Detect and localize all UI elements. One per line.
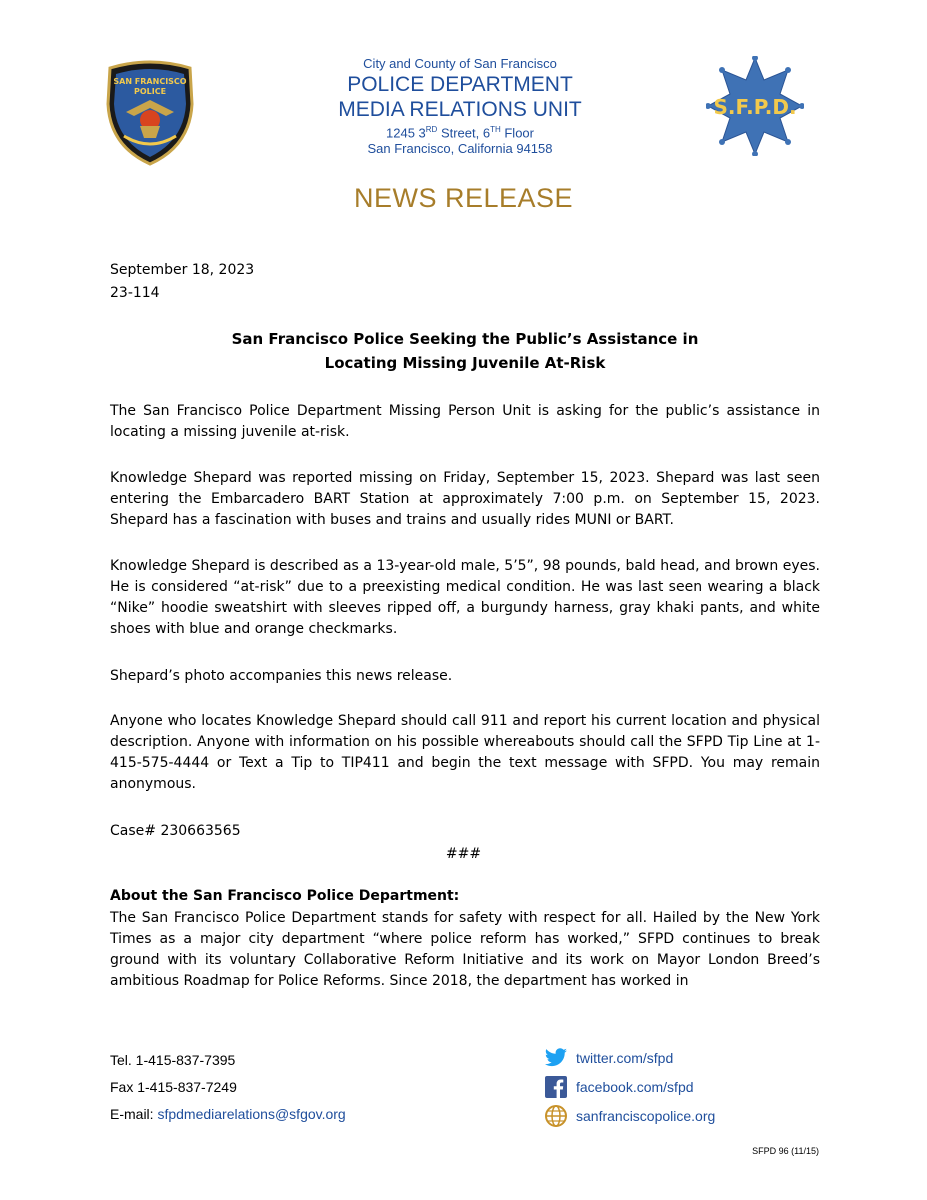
city-state-line: San Francisco, California 94158 <box>367 141 553 157</box>
paragraph-contact-instructions: Anyone who locates Knowledge Shepard should call 911 and report his current location and physical description. Anyone with information on his possible whereabouts should call the SFPD Tip Line at 1-415-575-4444 or Text a Tip to TIP411 and begin the text message with SFPD. You may remain anonymous. <box>110 713 820 792</box>
footer-social <box>544 1043 715 1130</box>
patch-text-top: SAN FRANCISCO <box>113 77 187 86</box>
paragraph-photo-note: Shepard’s photo accompanies this news release. <box>110 668 453 684</box>
email-link[interactable]: sfpdmediarelations@sfgov.org <box>157 1106 346 1122</box>
city-county-label: City and County of San Francisco <box>363 56 557 71</box>
title-line-2: Locating Missing Juvenile At-Risk <box>324 354 606 372</box>
release-date: September 18, 2023 <box>110 262 255 278</box>
footer-fax: Fax 1-415-837-7249 <box>110 1079 237 1095</box>
release-number: 23-114 <box>110 285 160 301</box>
form-code: SFPD 96 (11/15) <box>752 1146 819 1156</box>
paragraph-intro: The San Francisco Police Department Missing Person Unit is asking for the public’s assistance in locating a missing juvenile at-risk. <box>110 403 820 440</box>
sfpd-patch-logo <box>104 60 196 166</box>
news-release-heading: NEWS RELEASE <box>353 183 574 213</box>
address-rd-suffix: RD <box>425 125 438 134</box>
paragraph-missing-details: Knowledge Shepard was reported missing on Friday, September 15, 2023. Shepard was last seen entering the Embarcadero BART Station at approximately 7:00 p.m. on September 15, 2023. Shepard has a fascination with buses and trains and usually rides MUNI or BART. <box>110 470 820 528</box>
unit-label: MEDIA RELATIONS UNIT <box>338 98 582 121</box>
about-paragraph: The San Francisco Police Department stands for safety with respect for all. Hailed by the New York Times as a major city department “where police reform has worked,” SFPD continues to break ground with its voluntary Collaborative Reform Initiative and its work on Mayor London Breed’s ambitious Roadmap for Police Reforms. Since 2018, the department has worked in <box>110 910 820 989</box>
facebook-row[interactable] <box>544 1072 715 1101</box>
address-street: Street, 6 <box>437 125 491 141</box>
website-link[interactable]: sanfranciscopolice.org <box>576 1107 716 1124</box>
website-row[interactable] <box>544 1101 715 1130</box>
address-th-suffix: TH <box>490 125 501 134</box>
address-line <box>300 122 620 141</box>
footer-tel: Tel. 1-415-837-7395 <box>110 1052 236 1068</box>
address-floor: Floor <box>500 125 534 141</box>
star-logo-text: S.F.P.D. <box>713 95 797 119</box>
footer-email-row <box>110 1101 346 1128</box>
facebook-icon <box>544 1076 568 1098</box>
about-heading: About the San Francisco Police Department: <box>110 888 460 904</box>
release-title <box>110 327 820 375</box>
patch-text-mid: POLICE <box>133 87 167 96</box>
email-label: E-mail: <box>110 1106 158 1122</box>
twitter-icon <box>544 1047 568 1069</box>
twitter-link[interactable]: twitter.com/sfpd <box>576 1049 674 1066</box>
end-marks: ### <box>445 846 482 862</box>
facebook-link[interactable]: facebook.com/sfpd <box>576 1078 694 1095</box>
department-label: POLICE DEPARTMENT <box>347 73 573 96</box>
footer-contact <box>110 1047 346 1128</box>
paragraph-description: Knowledge Shepard is described as a 13-year-old male, 5’5”, 98 pounds, bald head, and brown eyes. He is considered “at-risk” due to a preexisting medical condition. He was last seen wearing a black “Nike” hoodie sweatshirt with sleeves ripped off, a burgundy harness, gray khaki pants, and white shoes with blue and orange checkmarks. <box>110 558 820 637</box>
header-block <box>300 56 620 157</box>
address-number: 1245 3 <box>386 125 426 141</box>
title-line-1: San Francisco Police Seeking the Public’s Assistance in <box>231 330 699 348</box>
sfpd-star-logo <box>706 56 804 156</box>
twitter-row[interactable] <box>544 1043 715 1072</box>
case-number: Case# 230663565 <box>110 823 241 839</box>
globe-icon <box>544 1105 568 1127</box>
